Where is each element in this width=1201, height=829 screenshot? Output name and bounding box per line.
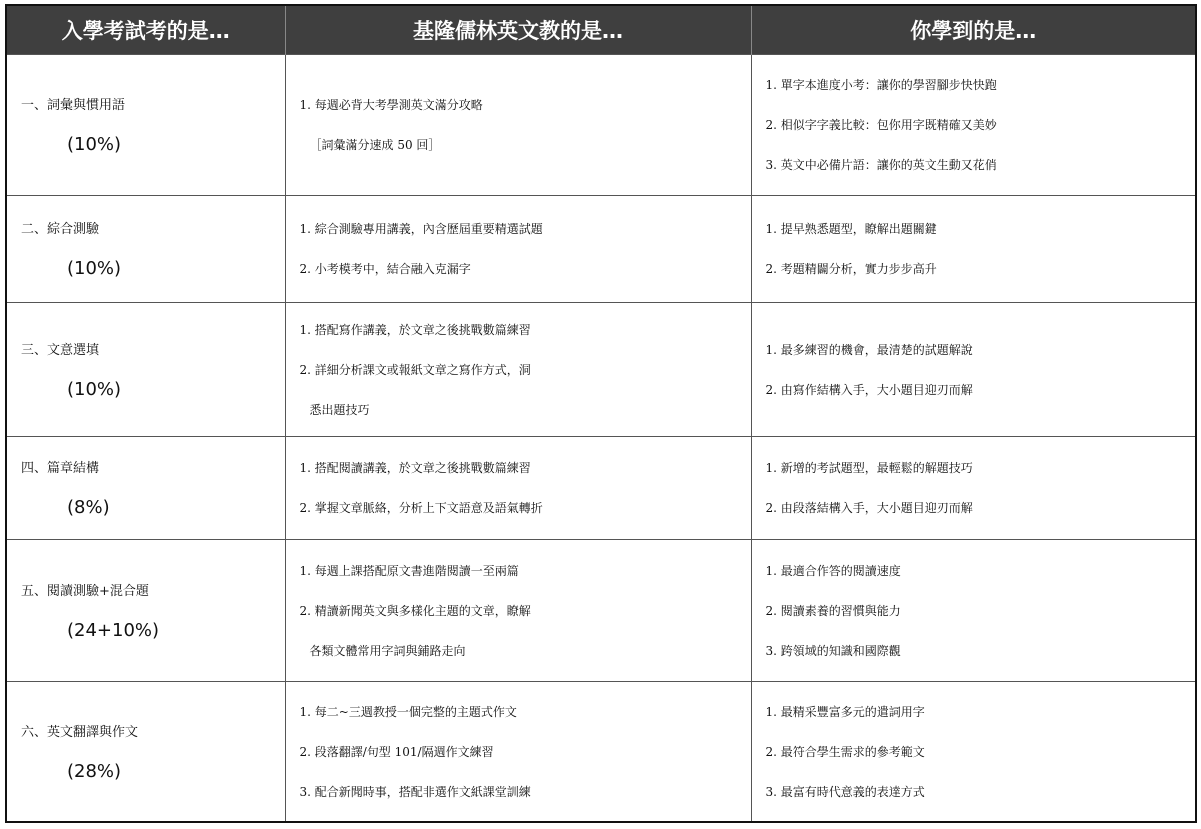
learn-item: 3. 跨領域的知識和國際觀 <box>765 643 901 658</box>
category-percent: (8%) <box>67 496 110 518</box>
category-cell <box>6 196 285 303</box>
table-header <box>6 5 1196 55</box>
teach-cell <box>285 682 751 822</box>
learn-cell <box>751 55 1196 196</box>
teach-item: 1. 搭配寫作講義，於文章之後挑戰數篇練習 <box>299 322 531 337</box>
category-cell <box>6 55 285 196</box>
category-percent: (10%) <box>67 134 122 156</box>
teach-item: 2. 掌握文章脈絡，分析上下文語意及語氣轉折 <box>299 500 543 515</box>
learn-item: 2. 最符合學生需求的參考範文 <box>765 744 925 759</box>
teach-cell <box>285 196 751 303</box>
category-name: 五、閱讀測驗+混合題 <box>21 583 149 599</box>
teach-cell <box>285 539 751 681</box>
learn-item: 1. 提早熟悉題型，瞭解出題關鍵 <box>765 222 937 237</box>
header-exam-content: 入學考試考的是… <box>6 5 285 55</box>
teach-item: 2. 詳細分析課文或報紙文章之寫作方式，洞 <box>299 362 531 377</box>
learn-item: 1. 單字本進度小考：讓你的學習腳步快快跑 <box>765 78 997 93</box>
teach-item: 1. 每週上課搭配原文書進階閱讀一至兩篇 <box>299 563 519 578</box>
category-cell <box>6 539 285 681</box>
teach-item: 1. 搭配閱讀講義，於文章之後挑戰數篇練習 <box>299 460 531 475</box>
table-row <box>6 196 1196 303</box>
header-row <box>6 5 1196 55</box>
teach-item: ［詞彙滿分速成 50 回］ <box>309 138 441 153</box>
learn-cell <box>751 436 1196 539</box>
teach-item: 2. 精讀新聞英文與多樣化主題的文章，瞭解 <box>299 603 531 618</box>
learn-item: 1. 最精采豐富多元的遣詞用字 <box>765 704 925 719</box>
category-cell <box>6 436 285 539</box>
table-row <box>6 303 1196 436</box>
learn-cell <box>751 682 1196 822</box>
category-name: 三、文意選填 <box>21 342 100 358</box>
learn-item: 3. 最富有時代意義的表達方式 <box>765 784 925 799</box>
category-percent: (10%) <box>67 258 122 280</box>
header-learning-outcome: 你學到的是… <box>751 5 1196 55</box>
teach-item: 3. 配合新聞時事，搭配非選作文紙課堂訓練 <box>299 784 531 799</box>
teach-item: 1. 綜合測驗專用講義，內含歷屆重要精選試題 <box>299 222 543 237</box>
teach-item: 1. 每週必背大考學測英文滿分攻略 <box>299 98 483 113</box>
table-row <box>6 55 1196 196</box>
category-name: 六、英文翻譯與作文 <box>21 724 139 740</box>
learn-item: 2. 由段落結構入手，大小題目迎刃而解 <box>765 500 973 515</box>
learn-item: 1. 最多練習的機會，最清楚的試題解說 <box>765 342 973 357</box>
curriculum-table <box>5 4 1197 823</box>
category-percent: (10%) <box>67 378 122 400</box>
learn-item: 1. 新增的考試題型，最輕鬆的解題技巧 <box>765 460 973 475</box>
teach-item: 悉出題技巧 <box>309 402 370 417</box>
learn-item: 1. 最適合作答的閱讀速度 <box>765 563 901 578</box>
header-teaching-content: 基隆儒林英文教的是… <box>285 5 751 55</box>
learn-item: 2. 相似字字義比較：包你用字既精確又美妙 <box>765 118 997 133</box>
teach-item: 各類文體常用字詞與鋪路走向 <box>309 643 466 658</box>
table-row <box>6 436 1196 539</box>
category-name: 四、篇章結構 <box>21 460 100 476</box>
teach-cell <box>285 55 751 196</box>
teach-cell <box>285 436 751 539</box>
learn-cell <box>751 303 1196 436</box>
teach-item: 2. 小考模考中，結合融入克漏字 <box>299 262 471 277</box>
learn-item: 3. 英文中必備片語：讓你的英文生動又花俏 <box>765 158 997 173</box>
table-row <box>6 682 1196 822</box>
teach-item: 1. 每二~三週教授一個完整的主題式作文 <box>299 704 517 719</box>
category-name: 二、綜合測驗 <box>21 222 100 238</box>
learn-cell <box>751 539 1196 681</box>
learn-item: 2. 由寫作結構入手，大小題目迎刃而解 <box>765 382 973 397</box>
learn-item: 2. 考題精闢分析，實力步步高升 <box>765 262 937 277</box>
learn-item: 2. 閱讀素養的習慣與能力 <box>765 603 901 618</box>
teach-item: 2. 段落翻譯/句型 101/隔週作文練習 <box>299 744 494 759</box>
category-percent: (24+10%) <box>67 619 160 641</box>
category-cell <box>6 682 285 822</box>
category-percent: (28%) <box>67 760 122 782</box>
category-cell <box>6 303 285 436</box>
learn-cell <box>751 196 1196 303</box>
category-name: 一、詞彙與慣用語 <box>21 98 126 114</box>
teach-cell <box>285 303 751 436</box>
table-row <box>6 539 1196 681</box>
